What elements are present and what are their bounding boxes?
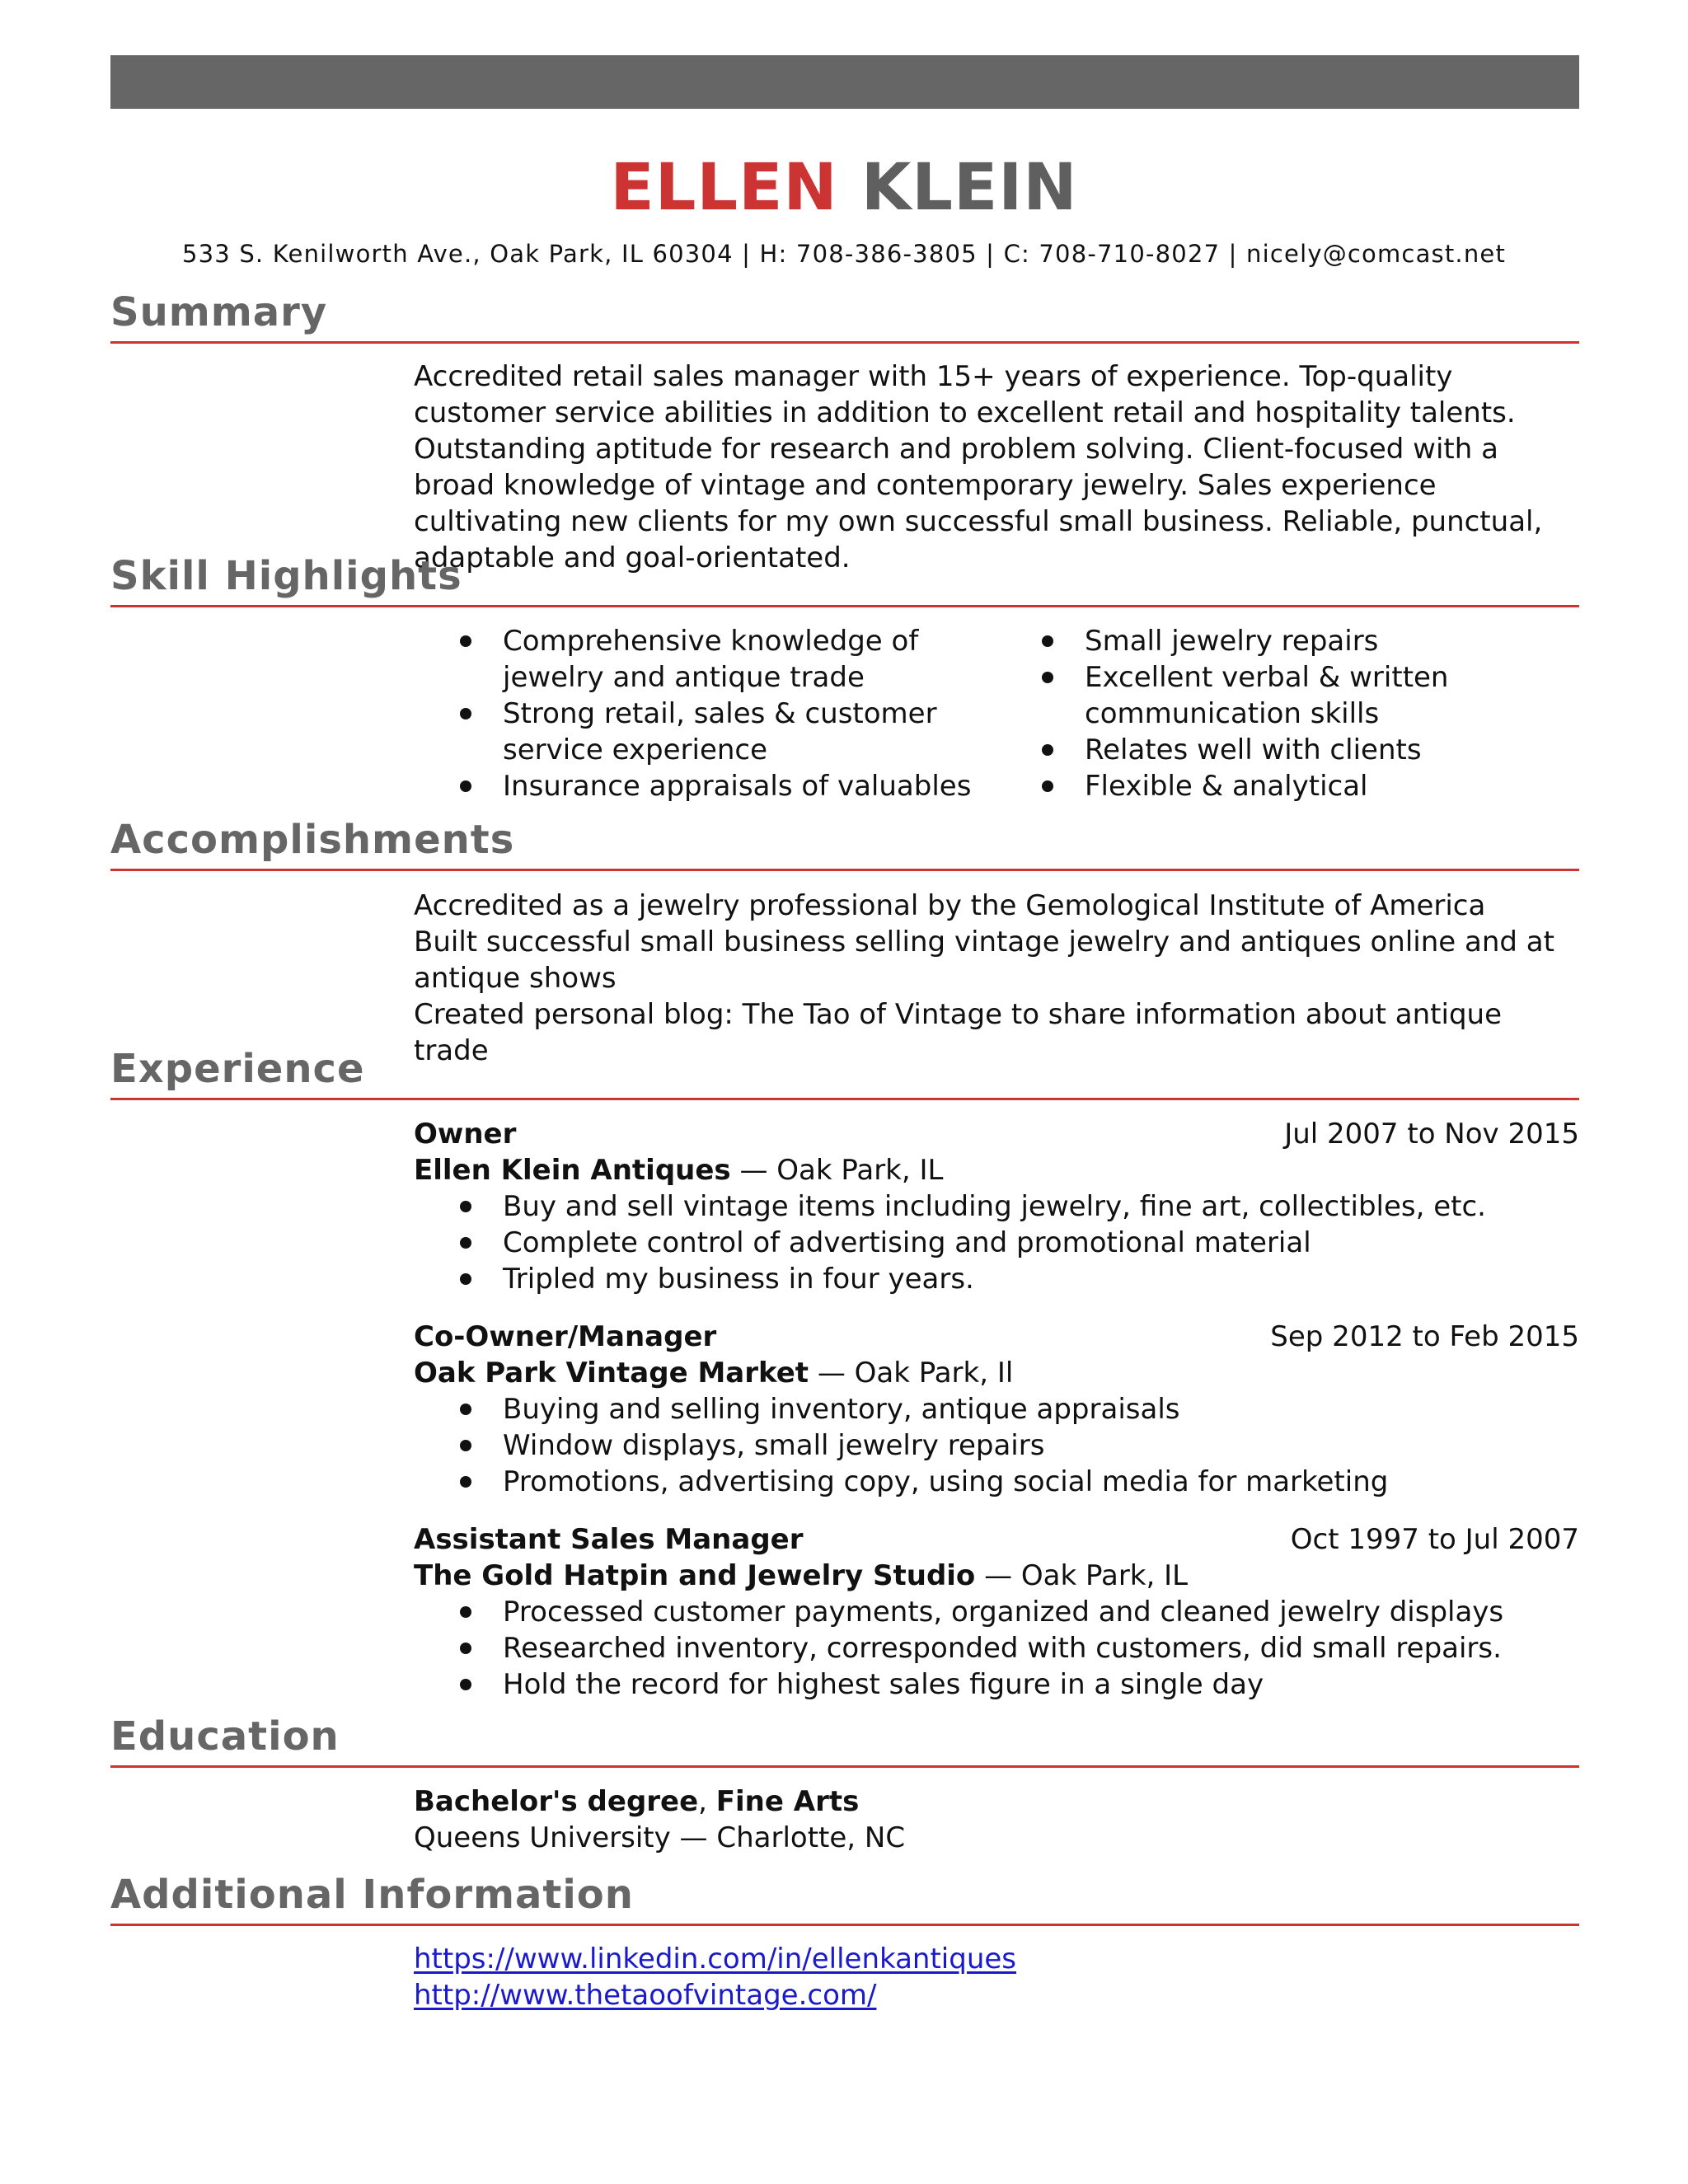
job-location: — Oak Park, Il [809, 1357, 1014, 1390]
blog-link[interactable]: http://www.thetaoofvintage.com/ [414, 1979, 877, 2012]
linkedin-link[interactable]: https://www.linkedin.com/in/ellenkantiques [414, 1943, 1017, 1975]
job-entry [414, 1521, 1579, 1703]
last-name: KLEIN [860, 151, 1078, 225]
job-bullet: Buying and selling inventory, antique appraisals [414, 1391, 1579, 1427]
skills-heading: Skill Highlights [110, 552, 1579, 607]
first-name: ELLEN [610, 151, 838, 225]
job-bullet: Window displays, small jewelry repairs [414, 1427, 1579, 1464]
header-bar [110, 55, 1579, 109]
accomplishments-heading: Accomplishments [110, 816, 1579, 871]
job-bullet: Buy and sell vintage items including jewelry, fine art, collectibles, etc. [414, 1188, 1579, 1225]
accomplishment-item: Built successful small business selling vintage jewelry and antiques online and at antique shows [414, 926, 1554, 995]
job-dates: Jul 2007 to Nov 2015 [1284, 1118, 1579, 1151]
job-bullet: Processed customer payments, organized and cleaned jewelry displays [414, 1594, 1579, 1630]
job-bullet: Hold the record for highest sales figure in a single day [414, 1666, 1579, 1703]
summary-text: Accredited retail sales manager with 15+ years of experience. Top-quality customer service abilities in addition to excellent retail and hospitality talents. Outstanding aptitude for research and problem solving. Client-focused with a broad knowledge of vintage and contemporary jewelry. Sales experience cultivating new clients for my own successful small business. Reliable, punctual, adaptable and goal-orientated. [414, 360, 1543, 574]
job-title: Co-Owner/Manager [414, 1320, 717, 1353]
additional-section [414, 1941, 1579, 2013]
accomplishments-section [414, 888, 1579, 1069]
experience-section [414, 1116, 1579, 1724]
job-entry [414, 1116, 1579, 1297]
field-of-study: Fine Arts [715, 1785, 860, 1818]
job-bullet: Complete control of advertising and promotional material [414, 1225, 1579, 1261]
accomplishment-item: Accredited as a jewelry professional by the Gemological Institute of America [414, 889, 1486, 922]
school: Queens University — Charlotte, NC [414, 1821, 906, 1854]
education-section [414, 1783, 1579, 1856]
job-title: Owner [414, 1118, 517, 1151]
job-bullet: Tripled my business in four years. [414, 1261, 1579, 1297]
job-entry [414, 1319, 1579, 1500]
education-heading: Education [110, 1713, 1579, 1768]
skill-item: Flexible & analytical [996, 768, 1579, 804]
skills-left-column [414, 623, 996, 804]
additional-heading: Additional Information [110, 1871, 1579, 1926]
job-title: Assistant Sales Manager [414, 1523, 804, 1556]
accomplishment-item: Created personal blog: The Tao of Vintage to share information about antique trade [414, 998, 1503, 1067]
skill-item: Excellent verbal & written communication skills [996, 659, 1579, 732]
job-company: The Gold Hatpin and Jewelry Studio [414, 1559, 976, 1592]
skills-section [414, 623, 1579, 813]
skill-item: Insurance appraisals of valuables [414, 768, 996, 804]
job-dates: Sep 2012 to Feb 2015 [1270, 1320, 1579, 1353]
skill-item: Comprehensive knowledge of jewelry and antique trade [414, 623, 996, 696]
degree-separator: , [698, 1785, 716, 1818]
candidate-name [0, 150, 1688, 226]
job-location: — Oak Park, IL [975, 1559, 1189, 1592]
skill-item: Small jewelry repairs [996, 623, 1579, 659]
contact-info: 533 S. Kenilworth Ave., Oak Park, IL 60304 | H: 708-386-3805 | C: 708-710-8027 | nicely@comcast.net [181, 240, 1507, 268]
job-company: Ellen Klein Antiques [414, 1154, 731, 1187]
skills-right-column [996, 623, 1579, 804]
skill-item: Strong retail, sales & customer service experience [414, 696, 996, 768]
experience-heading: Experience [110, 1045, 1579, 1100]
skill-item: Relates well with clients [996, 732, 1579, 768]
job-bullet: Promotions, advertising copy, using social media for marketing [414, 1464, 1579, 1500]
job-location: — Oak Park, IL [730, 1154, 944, 1187]
job-bullet: Researched inventory, corresponded with customers, did small repairs. [414, 1630, 1579, 1666]
degree: Bachelor's degree [414, 1785, 699, 1818]
job-dates: Oct 1997 to Jul 2007 [1290, 1523, 1579, 1556]
summary-section [414, 359, 1579, 576]
summary-heading: Summary [110, 288, 1579, 344]
job-company: Oak Park Vintage Market [414, 1357, 809, 1390]
